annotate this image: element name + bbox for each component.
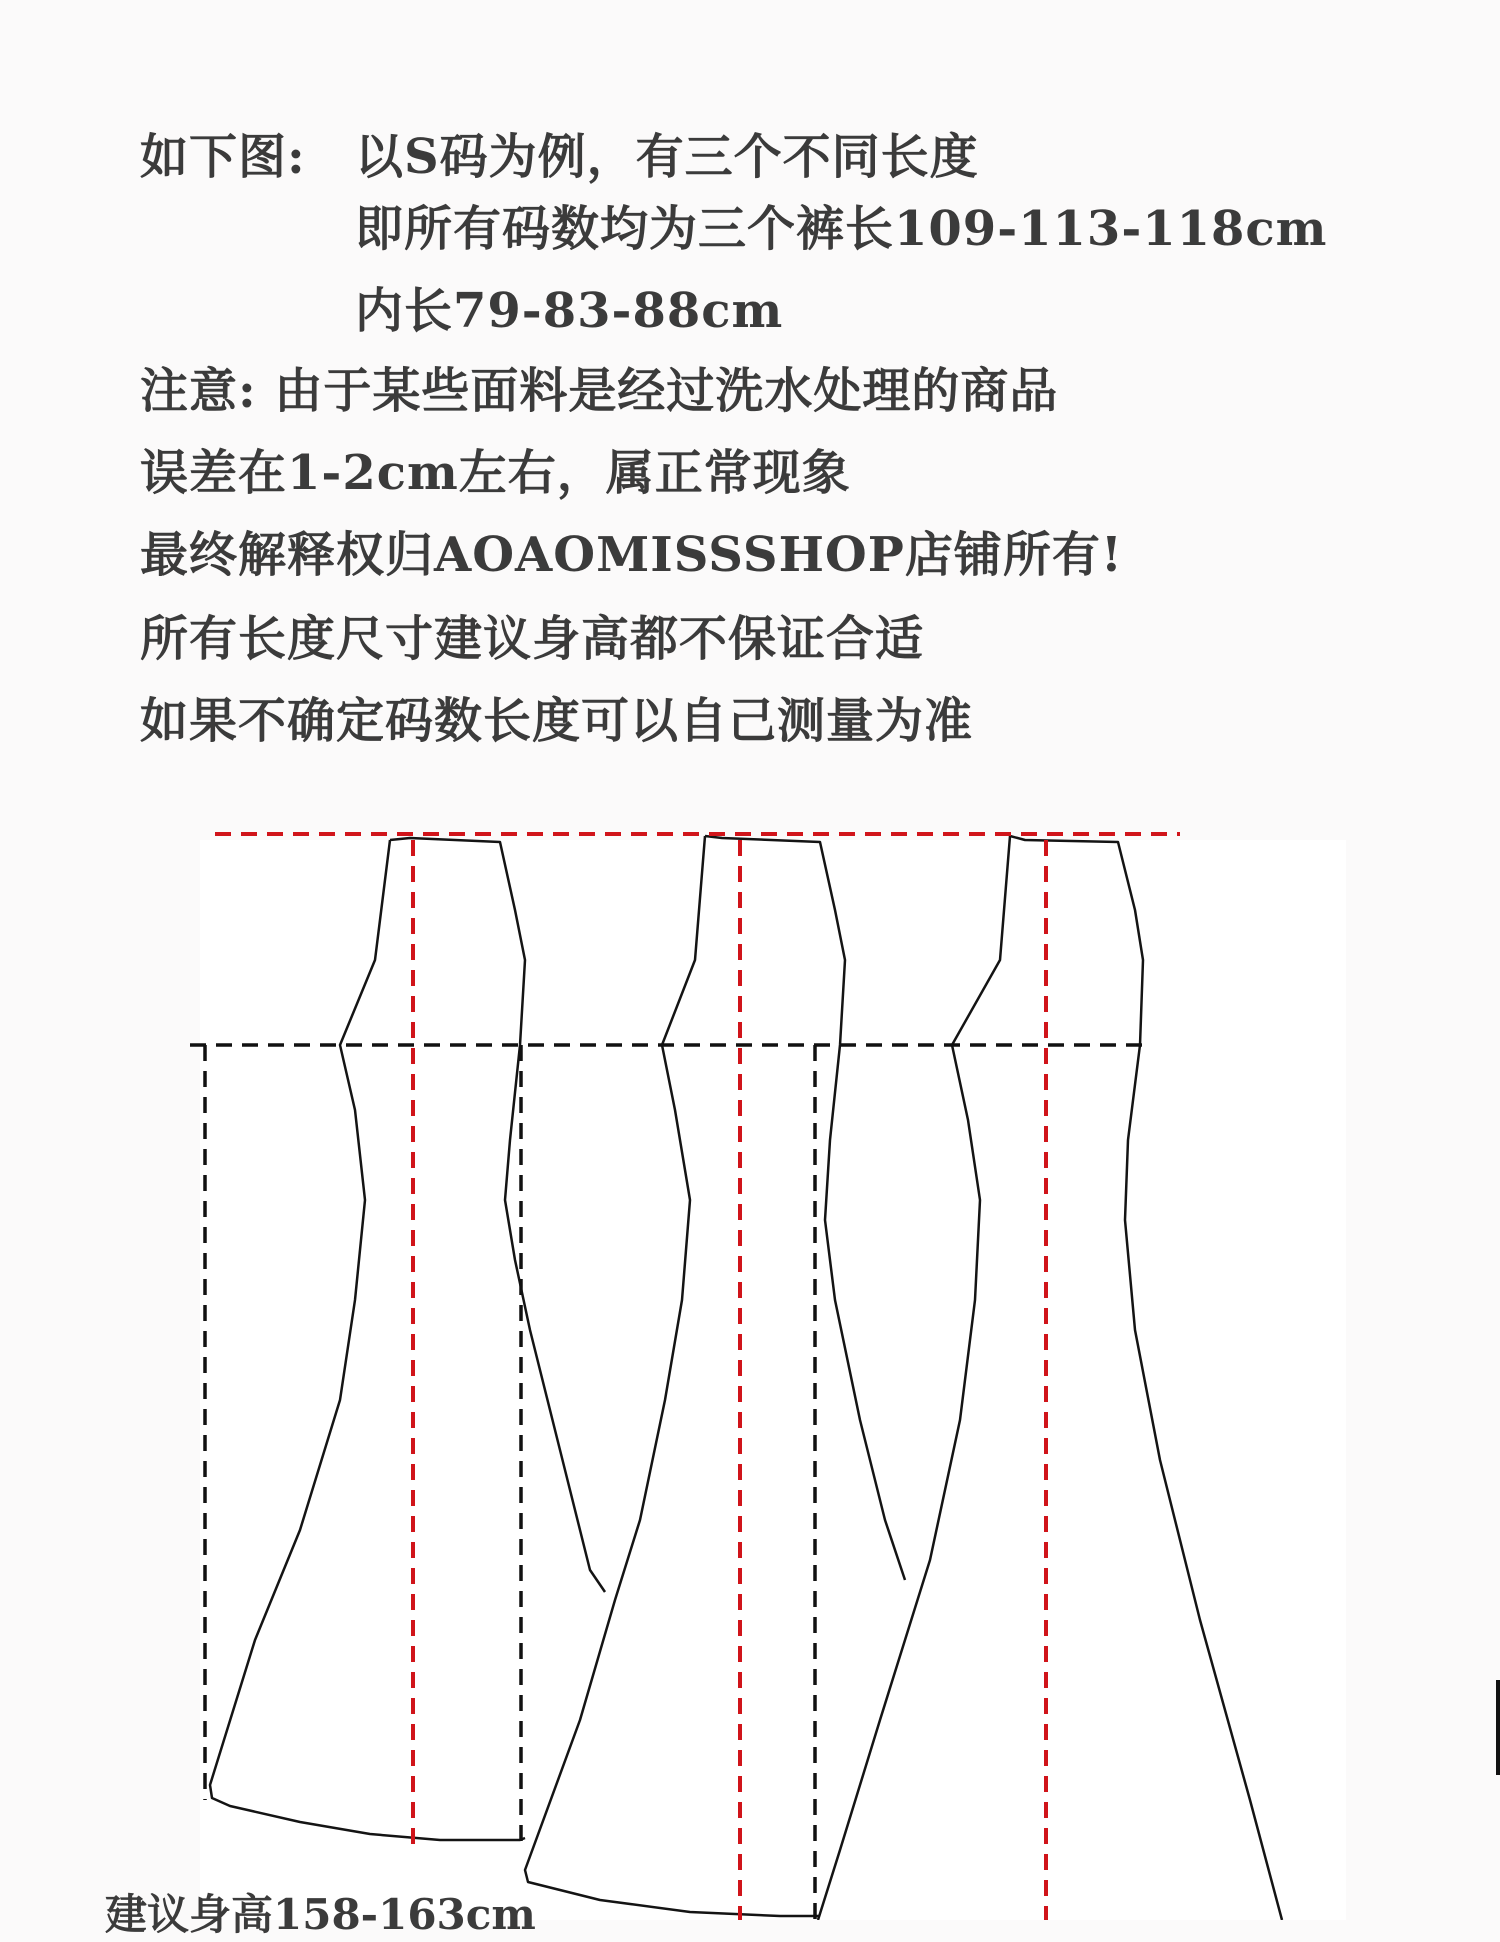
notes-line-lengths: 即所有码数均为三个裤长109-113-118cm [355, 201, 1328, 257]
edge-marker [1496, 1680, 1500, 1775]
notes-line-tolerance: 误差在1-2cm左右，属正常现象 [140, 445, 851, 501]
pants-length-diagram [0, 780, 1500, 1920]
notes-line-example: 以S码为例，有三个不同长度 [355, 129, 979, 185]
size-notes [0, 0, 1500, 760]
notes-line-inseam: 内长79-83-88cm [355, 283, 784, 339]
notes-line-rights: 最终解释权归AOAOMISSSHOP店铺所有! [140, 527, 1123, 583]
notes-line-measure: 如果不确定码数长度可以自己测量为准 [140, 693, 974, 749]
notes-line-no-guarantee: 所有长度尺寸建议身高都不保证合适 [140, 611, 925, 667]
diagram-background [200, 840, 1346, 1920]
notes-label: 如下图: [140, 129, 306, 185]
height-suggestion-caption: 建议身高158-163cm [105, 1890, 536, 1939]
notes-line-attention: 注意: 由于某些面料是经过洗水处理的商品 [140, 363, 1059, 419]
